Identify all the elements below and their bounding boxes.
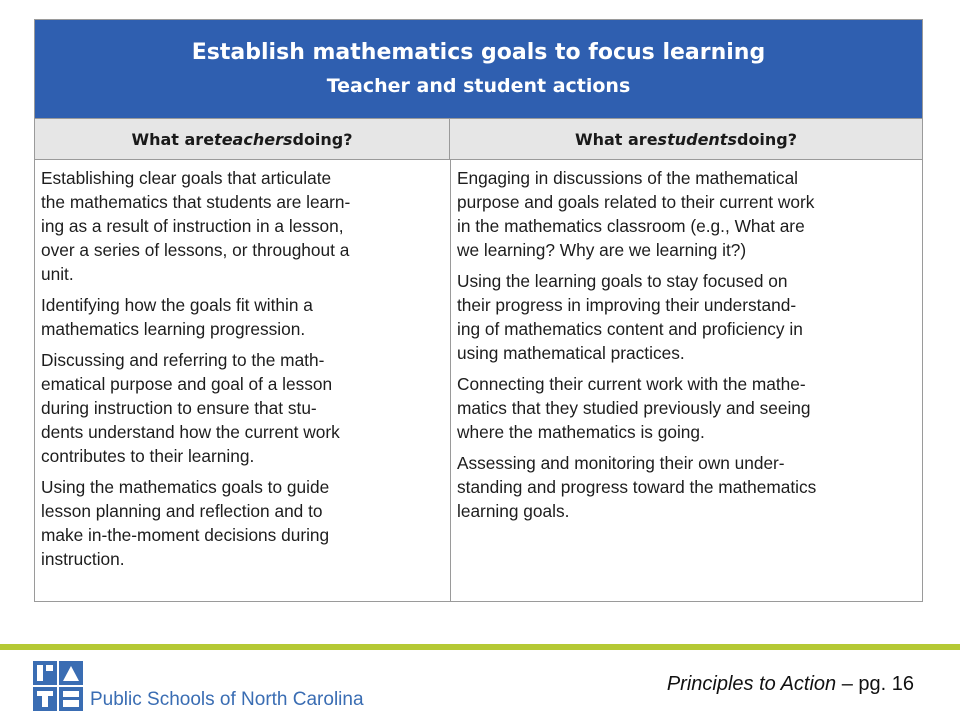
- text-line: instruction.: [41, 549, 125, 569]
- teacher-actions-cell: [41, 166, 443, 578]
- text-line: Connecting their current work with the mathe-: [457, 374, 806, 394]
- text-line: standing and progress toward the mathematics: [457, 477, 817, 497]
- text-line: contributes to their learning.: [41, 446, 255, 466]
- column-header-suffix: doing?: [292, 129, 353, 149]
- table-banner: [35, 20, 922, 118]
- text-line: purpose and goals related to their current work: [457, 192, 815, 212]
- text-line: we learning? Why are we learning it?): [457, 240, 747, 260]
- text-line: Engaging in discussions of the mathematical: [457, 168, 799, 188]
- text-line: Assessing and monitoring their own under-: [457, 453, 785, 473]
- text-line: ing as a result of instruction in a lesson,: [41, 216, 344, 236]
- text-line: ematical purpose and goal of a lesson: [41, 374, 333, 394]
- text-line: Using the mathematics goals to guide: [41, 477, 330, 497]
- citation-page: – pg. 16: [836, 673, 914, 695]
- student-actions-cell: [457, 166, 917, 530]
- column-divider: [450, 160, 451, 601]
- teacher-action-item: [41, 475, 443, 571]
- text-line: where the mathematics is going.: [457, 422, 705, 442]
- student-action-item: [457, 269, 917, 365]
- teacher-action-item: [41, 348, 443, 468]
- org-name: Public Schools of North Carolina: [90, 689, 364, 710]
- nc-dpi-logo-icon: [32, 660, 84, 712]
- text-line: dents understand how the current work: [41, 422, 340, 442]
- text-line: lesson planning and reflection and to: [41, 501, 323, 521]
- text-line: their progress in improving their understand-: [457, 295, 797, 315]
- text-line: make in-the-moment decisions during: [41, 525, 330, 545]
- text-line: mathematics learning progression.: [41, 319, 306, 339]
- text-line: using mathematical practices.: [457, 343, 685, 363]
- student-action-item: [457, 166, 917, 262]
- citation-title: Principles to Action: [666, 673, 837, 695]
- actions-table: [34, 19, 923, 602]
- teacher-action-item: [41, 293, 443, 341]
- text-line: ing of mathematics content and proficiency in: [457, 319, 803, 339]
- student-action-item: [457, 372, 917, 444]
- text-line: in the mathematics classroom (e.g., What are: [457, 216, 805, 236]
- text-line: over a series of lessons, or throughout a: [41, 240, 350, 260]
- text-line: unit.: [41, 264, 74, 284]
- text-line: the mathematics that students are learn-: [41, 192, 351, 212]
- student-action-item: [457, 451, 917, 523]
- text-line: Establishing clear goals that articulate: [41, 168, 332, 188]
- column-header-emphasis: teachers: [214, 129, 293, 149]
- text-line: Identifying how the goals fit within a: [41, 295, 313, 315]
- column-header-teachers: [35, 118, 450, 160]
- text-line: learning goals.: [457, 501, 570, 521]
- column-header-prefix: What are: [131, 129, 215, 149]
- text-line: during instruction to ensure that stu-: [41, 398, 317, 418]
- column-header-suffix: doing?: [736, 129, 798, 149]
- column-header-prefix: What are: [574, 129, 658, 149]
- column-header-students: [450, 118, 922, 160]
- accent-bar: [0, 644, 960, 650]
- text-line: matics that they studied previously and seeing: [457, 398, 811, 418]
- column-header-emphasis: students: [657, 129, 737, 149]
- banner-subtitle: Teacher and student actions: [326, 75, 631, 97]
- text-line: Discussing and referring to the math-: [41, 350, 325, 370]
- citation: [667, 673, 914, 696]
- banner-title: Establish mathematics goals to focus learning: [191, 40, 766, 65]
- text-line: Using the learning goals to stay focused on: [457, 271, 788, 291]
- teacher-action-item: [41, 166, 443, 286]
